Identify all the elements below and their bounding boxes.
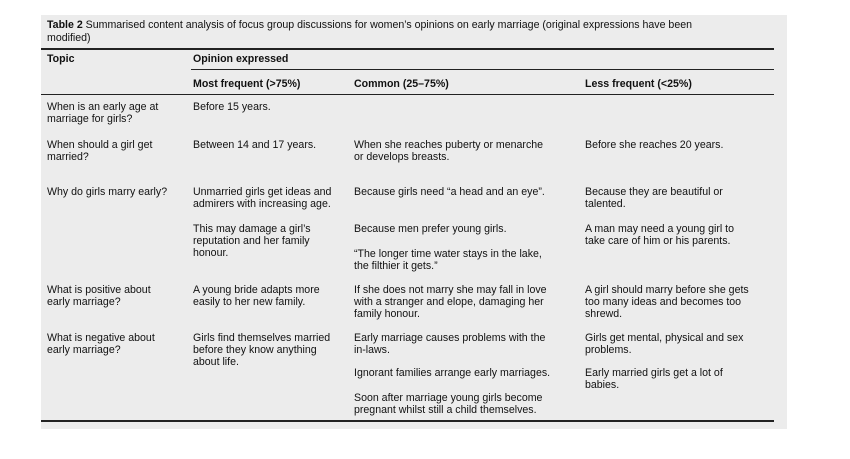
row-common: Soon after marriage young girls become pregnant whilst still a child themselves.	[354, 392, 543, 416]
row-topic: What is negative about early marriage?	[47, 332, 155, 356]
row-common: Because girls need “a head and an eye”.	[354, 186, 545, 198]
row-common: Ignorant families arrange early marriages.	[354, 367, 551, 379]
header-topic: Topic	[47, 53, 75, 65]
row-common: When she reaches puberty or menarche or develops breasts.	[354, 139, 544, 163]
row-common: If she does not marry she may fall in love with a stranger and elope, damaging her family honour.	[354, 284, 547, 320]
top-rule	[41, 48, 774, 50]
row-topic: When is an early age at marriage for girls?	[47, 101, 159, 125]
header-opinion-expressed: Opinion expressed	[193, 53, 289, 65]
row-topic: When should a girl get married?	[47, 139, 153, 163]
row-less-frequent: Because they are beautiful or talented.	[585, 186, 723, 210]
header-rule	[41, 94, 774, 95]
row-less-frequent: A girl should marry before she gets too many ideas and becomes too shrewd.	[585, 284, 749, 320]
row-common: Early marriage causes problems with the in-laws.	[354, 332, 546, 356]
row-most-frequent: Before 15 years.	[193, 101, 271, 113]
header-most-frequent: Most frequent (>75%)	[193, 78, 301, 90]
row-most-frequent: A young bride adapts more easily to her new family.	[193, 284, 320, 308]
row-less-frequent: Early married girls get a lot of babies.	[585, 367, 723, 391]
row-most-frequent: Unmarried girls get ideas and admirers with increasing age.	[193, 186, 332, 210]
header-less-frequent: Less frequent (<25%)	[585, 78, 692, 90]
row-common: “The longer time water stays in the lake, the filthier it gets.”	[354, 248, 542, 272]
row-topic: What is positive about early marriage?	[47, 284, 151, 308]
table-caption	[47, 19, 785, 44]
row-less-frequent: Girls get mental, physical and sex problems.	[585, 332, 744, 356]
bottom-rule	[41, 420, 774, 422]
row-less-frequent: Before she reaches 20 years.	[585, 139, 724, 151]
subheader-rule	[191, 69, 774, 70]
row-less-frequent: A man may need a young girl to take care of him or his parents.	[585, 223, 734, 247]
row-most-frequent: Girls find themselves married before they know anything about life.	[193, 332, 331, 368]
row-most-frequent: Between 14 and 17 years.	[193, 139, 317, 151]
row-common: Because men prefer young girls.	[354, 223, 507, 235]
row-topic: Why do girls marry early?	[47, 186, 168, 198]
header-common: Common (25–75%)	[354, 78, 449, 90]
table-caption-text: Summarised content analysis of focus group discussions for women’s opinions on early marriage (original expressions have been modified)	[47, 19, 692, 44]
row-most-frequent: This may damage a girl’s reputation and her family honour.	[193, 223, 311, 259]
table-caption-label: Table 2	[47, 19, 83, 31]
